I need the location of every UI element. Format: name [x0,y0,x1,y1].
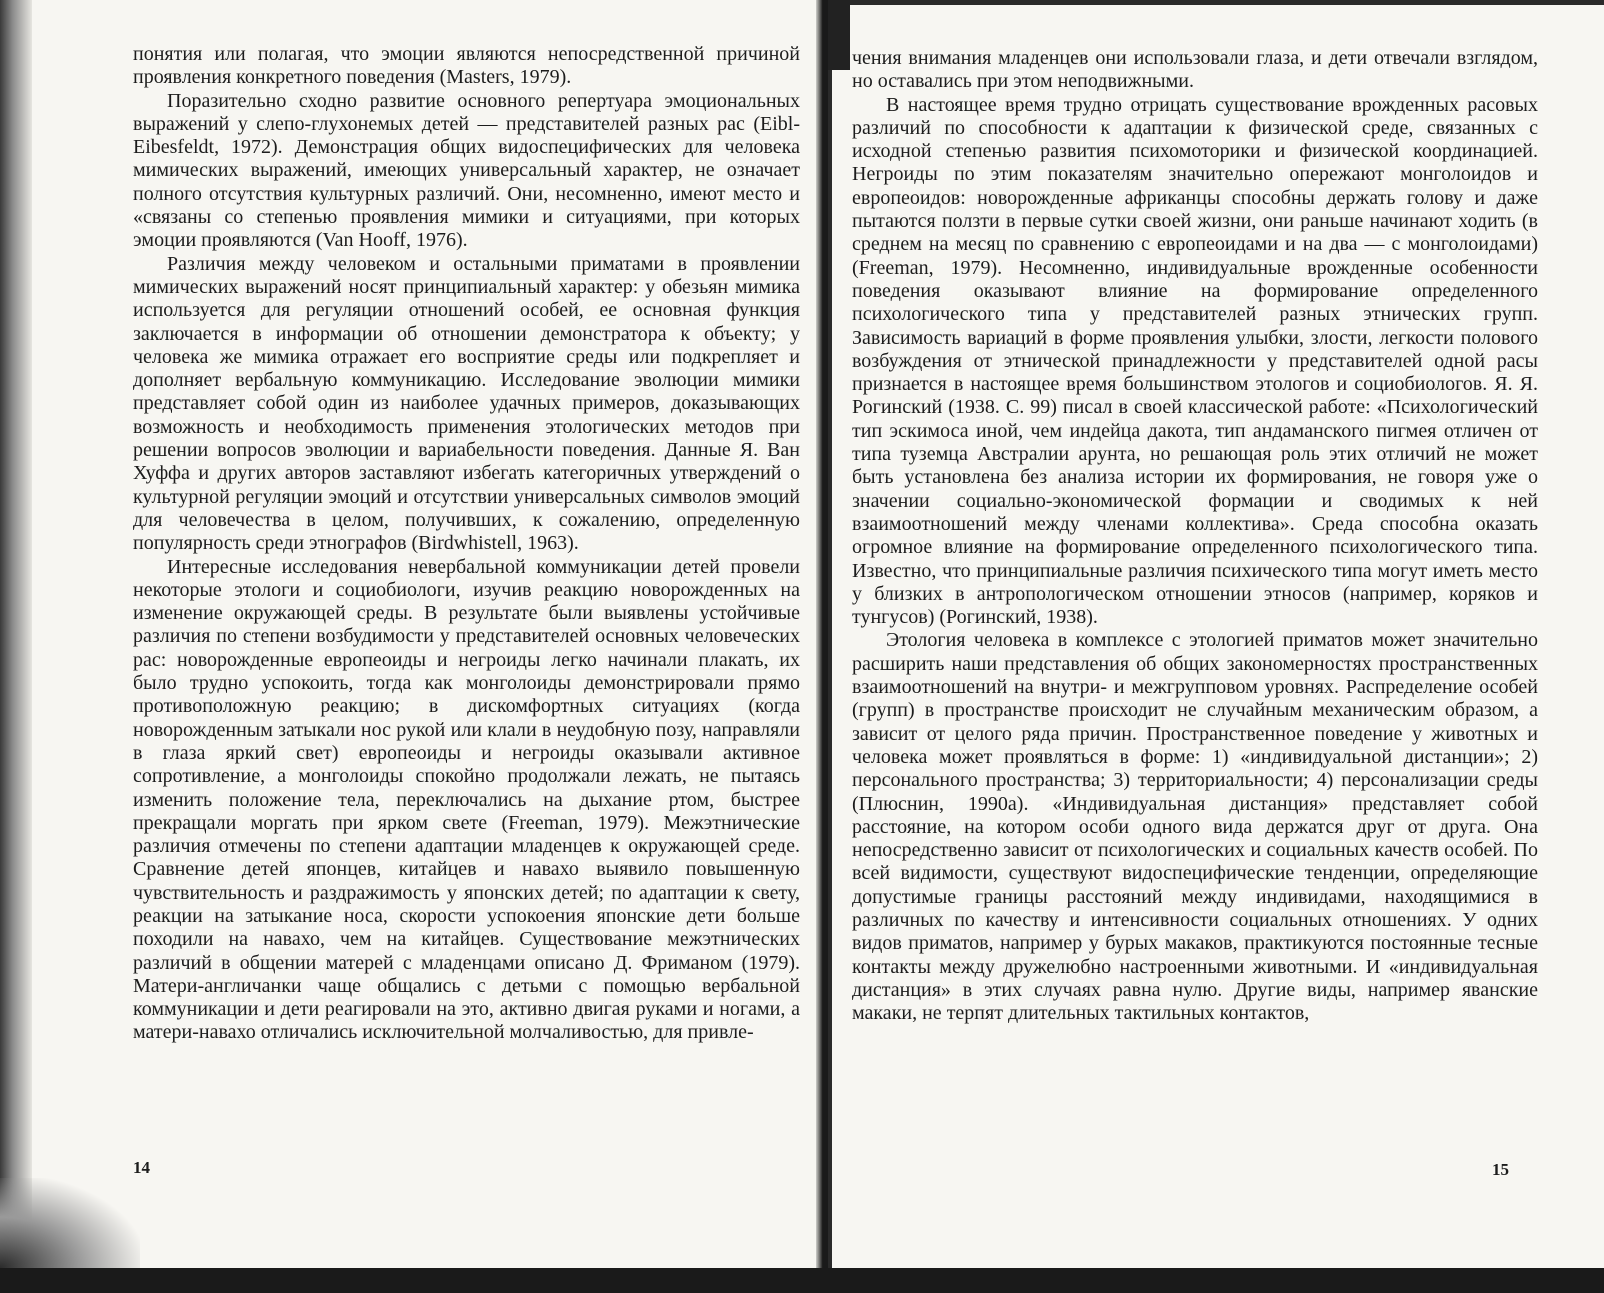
left-text-column [133,43,800,1045]
page-number: 15 [1492,1160,1509,1179]
paragraph: Различия между человеком и остальными приматами в проявлении мимических выражений носят принципиальный характер: у обезьян мимика используется для регуляции отношений особей, ее основная функция заключается в информации об отношении демонстратора к объекту; у человека же мимика отражает его восприятие среды или подкрепляет и дополняет вербальную коммуникацию. Исследование эволюции мимики представляет собой один из наиболее удачных примеров, доказывающих возможность и необходимость применения этологических методов при решении вопросов эволюции и вариабельности поведения. Данные Я. Ван Хуффа и других авторов заставляют избегать категоричных утверждений о культурной регуляции эмоций и отсутствии универсальных символов эмоций для человечества в целом, получивших, к сожалению, определенную популярность среди этнографов (Birdwhistell, 1963). [133,252,800,555]
paragraph: чения внимания младенцев они использовали глаза, и дети отвечали взглядом, но оставались при этом неподвижными. [852,47,1538,93]
paragraph: Этология человека в комплексе с этологией приматов может значительно расширить наши представления об общих закономерностях пространственных взаимоотношений на внутри- и межгрупповом уровнях. Распределение особей (групп) в пространстве происходит не случайным механическим образом, а зависит от целого ряда причин. Пространственное поведение у животных и человека может проявляться в форме: 1) «индивидуальной дистанции»; 2) персонального пространства; 3) территориальности; 4) персонализации среды (Плюснин, 1990а). «Индивидуальная дистанция» представляет собой расстояние, на котором особи одного вида держатся друг от друга. Она непосредственно зависит от психологических и социальных качеств особей. По всей видимости, существуют видоспецифические тенденции, определяющие допустимые границы расстояний между индивидами, находящимися в различных по качеству и интенсивности социальных отношениях. У одних видов приматов, например у бурых макаков, практикуются постоянные тесные контакты между дружелюбно настроенными животными. И «индивидуальная дистанция» в этих случаях равна нулю. Другие виды, например яванские макаки, не терпят длительных тактильных контактов, [852,629,1538,1025]
gutter-edge [816,0,823,1268]
paragraph: Интересные исследования невербальной коммуникации детей провели некоторые этологи и социобиологи, изучив реакцию новорожденных на изменение окружающей среды. В результате были выявлены устойчивые различия по степени возбудимости у представителей основных человеческих рас: новорожденные европеоиды и негроиды легко начинали плакать, их было трудно успокоить, тогда как монголоиды демонстрировали прямо противоположную реакцию; в дискомфортных ситуациях (когда новорожденным затыкали нос рукой или клали в неудобную позу, направляли в глаза яркий свет) европеоиды и негроиды оказывали активное сопротивление, а монголоиды спокойно продолжали лежать, не пытаясь изменить положение тела, переключались на дыхание ртом, быстрее прекращали моргать при ярком свете (Freeman, 1979). Межэтнические различия отмечены по степени адаптации младенцев к окружающей среде. Сравнение детей японцев, китайцев и навахо выявило повышенную чувствительность и раздражимость у японских детей; по адаптации к свету, реакции на затыкание носа, скорости успокоения японские дети больше походили на навахо, чем на китайцев. Существование межэтнических различий в общении матерей с младенцами описано Д. Фриманом (1979). Матери-англичанки чаще общались с детьми с помощью вербальной коммуникации и дети реагировали на это, активно двигая руками и ногами, а матери-навахо отличались исключительной молчаливостью, для привле- [133,555,800,1044]
paragraph: В настоящее время трудно отрицать существование врожденных расовых различий по способности к адаптации к физической среде, связанных с исходной степенью развития психомоторики и физической координацией. Негроиды по этим показателям значительно опережают монголоидов и европеоидов: новорожденные африканцы способны держать голову и даже пытаются ползти в первые сутки своей жизни, они раньше начинают ходить (в среднем на месяц по сравнению с европеоидами и на два — с монголоидами) (Freeman, 1979). Несомненно, индивидуальные врожденные особенности поведения оказывают влияние на формирование определенного психологического типа у представителей разных этнических групп. Зависимость вариаций в форме проявления улыбки, злости, легкости полового возбуждения от этнической принадлежности у представителей одной расы признается в настоящее время большинством этологов и социобиологов. Я. Я. Рогинский (1938. С. 99) писал в своей классической работе: «Психологический тип эскимоса иной, чем индейца дакота, тип андаманского пигмея отличен от типа туземца Австралии арунта, но решающая роль этих отличий не может быть установлена без анализа истории их формирования, не говоря уже о значении социально-экономической формации и сводимых к ней взаимоотношений между членами коллектива». Среда способна оказать огромное влияние на формирование определенного психологического типа. Известно, что принципиальные различия психического типа могут иметь место у близких в антропологическом отношении этносов (например, коряков и тунгусов) (Рогинский, 1938). [852,93,1538,629]
gutter-edge [828,0,832,1268]
scan-smudge [0,1178,140,1268]
right-text-column [852,47,1538,1025]
paragraph: понятия или полагая, что эмоции являются непосредственной причиной проявления конкретного поведения (Masters, 1979). [133,43,800,89]
page-corner [828,0,850,70]
right-page [828,0,1604,1268]
binding-shadow [0,0,32,1268]
paragraph: Поразительно сходно развитие основного репертуара эмоциональных выражений у слепо-глухонемых детей — представителей разных рас (Eibl-Eibesfeldt, 1972). Демонстрация общих видоспецифических для человека мимических выражений, имеющих универсальный характер, не означает полного отсутствия культурных различий. Они, несомненно, имеют место и «связаны со степенью проявления мимики и ситуациями, при которых эмоции проявляются (Van Hooff, 1976). [133,89,800,252]
page-top-edge [828,0,1604,5]
page-number: 14 [133,1158,150,1177]
